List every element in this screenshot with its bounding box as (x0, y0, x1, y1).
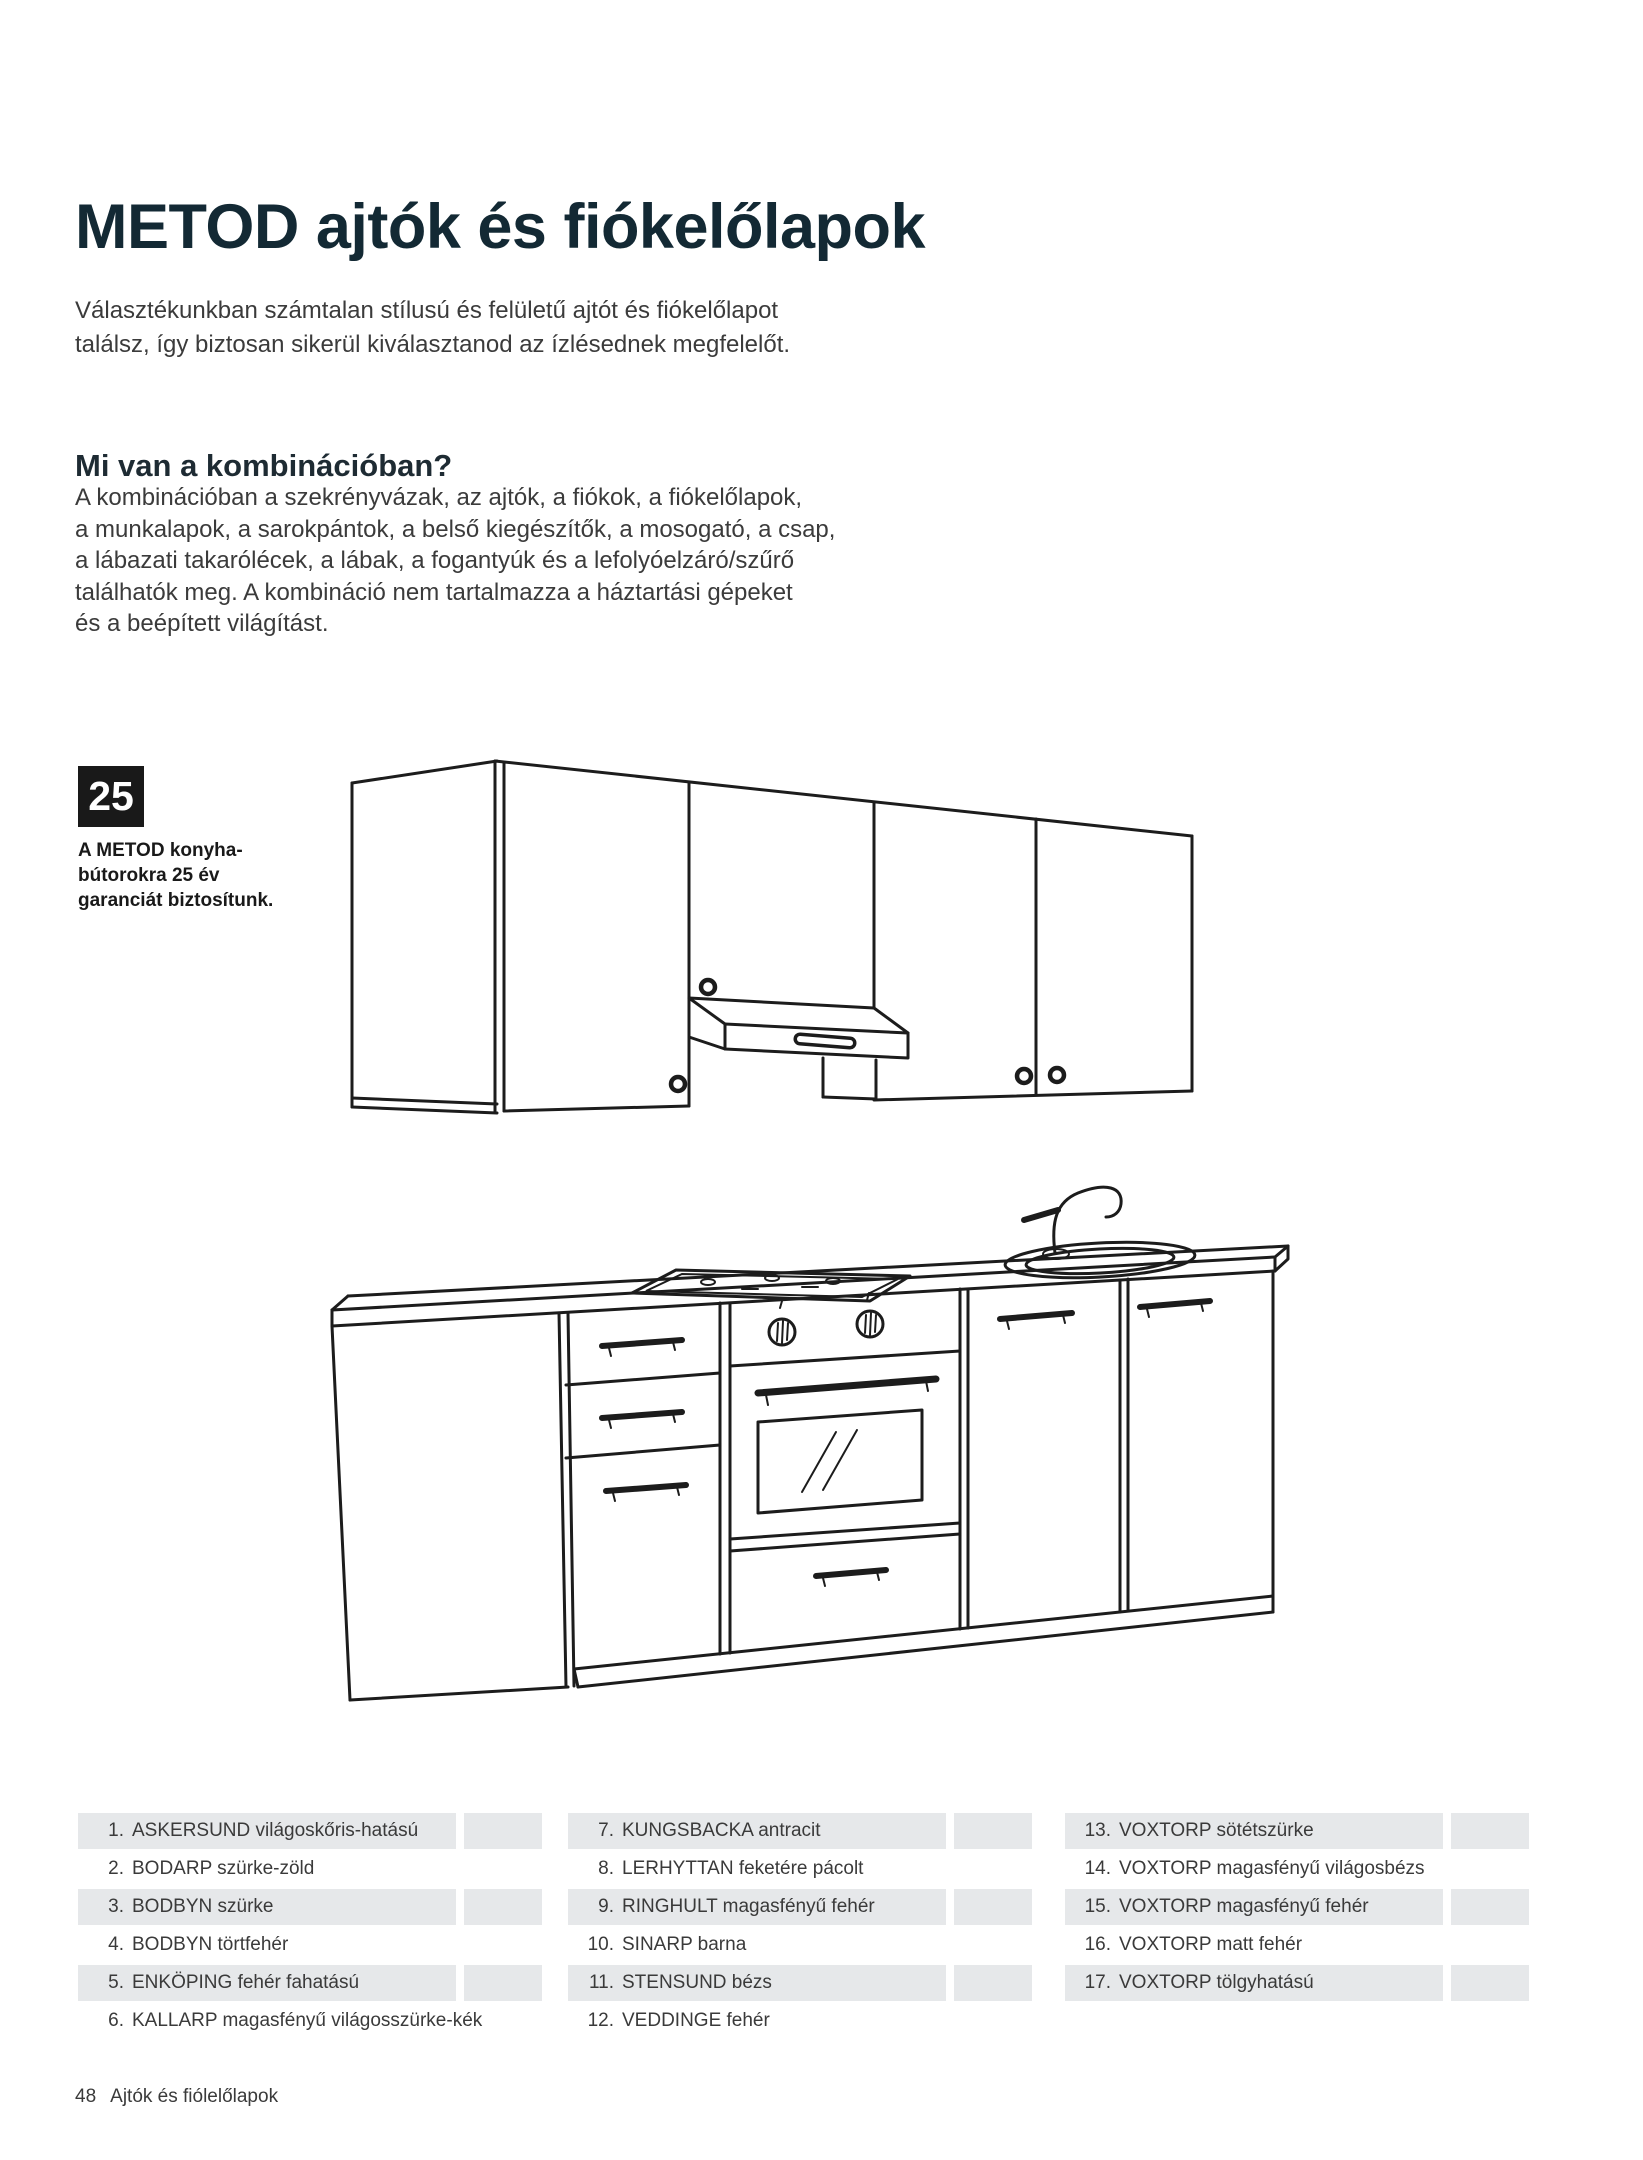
finish-list-item (78, 1851, 543, 1887)
finish-item-swatch (464, 2003, 542, 2039)
finish-item-swatch (464, 1927, 542, 1963)
finish-item-label: BODBYN törtfehér (132, 1934, 289, 1955)
finish-item-bar (568, 1851, 946, 1887)
finish-list-item (1065, 1927, 1530, 1963)
finish-item-bar (78, 1889, 456, 1925)
finish-item-swatch (464, 1965, 542, 2001)
finish-list-item (78, 1889, 543, 1925)
finish-item-number: 8. (598, 1858, 614, 1879)
text-line: Választékunkban számtalan stílusú és felületű ajtót és fiókelőlapot (75, 297, 779, 324)
finish-list-column (78, 1813, 543, 2041)
page-footer (75, 2086, 278, 2108)
finish-item-swatch (464, 1851, 542, 1887)
finish-list-item (78, 2003, 543, 2039)
finish-item-label: KUNGSBACKA antracit (622, 1820, 821, 1841)
finish-item-swatch (954, 1813, 1032, 1849)
finish-item-number: 12. (587, 2010, 614, 2031)
finish-item-swatch (954, 1889, 1032, 1925)
finish-item-swatch (1451, 1889, 1529, 1925)
finish-list-item (78, 1965, 543, 2001)
finish-list-item (1065, 1813, 1530, 1849)
finish-list-item (1065, 1965, 1530, 2001)
finish-item-swatch (1451, 1813, 1529, 1849)
finish-item-bar (568, 1965, 946, 2001)
text-line: a lábazati takarólécek, a lábak, a fogantyúk és a lefolyóelzáró/szűrő (75, 547, 795, 574)
finish-list-item (568, 1813, 1033, 1849)
finish-item-label: VOXTORP magasfényű világosbézs (1119, 1858, 1425, 1879)
finish-item-number: 11. (588, 1972, 614, 1993)
finish-item-swatch (954, 2003, 1032, 2039)
finish-item-bar (78, 1965, 456, 2001)
finish-item-bar (1065, 1889, 1443, 1925)
text-line: garanciát biztosítunk. (78, 890, 274, 911)
finish-item-label: BODBYN szürke (132, 1896, 274, 1917)
finish-item-label: ASKERSUND világoskőris-hatású (132, 1820, 419, 1841)
finish-item-label: VEDDINGE fehér (622, 2010, 770, 2031)
finish-item-label: VOXTORP tölgyhatású (1119, 1972, 1314, 1993)
finish-item-label: LERHYTTAN feketére pácolt (622, 1858, 864, 1879)
finish-item-number: 15. (1084, 1896, 1111, 1917)
finish-item-bar (1065, 1813, 1443, 1849)
section-paragraph (75, 482, 835, 640)
finish-list-item (568, 1851, 1033, 1887)
finish-item-bar (78, 1851, 456, 1887)
finish-item-swatch (954, 1851, 1032, 1887)
intro-paragraph (75, 294, 790, 362)
finish-list-column (568, 1813, 1033, 2041)
finish-item-bar (1065, 1965, 1443, 2001)
page-title: METOD ajtók és fiókelőlapok (75, 192, 926, 263)
finish-list-item (568, 1927, 1033, 1963)
finish-item-bar (78, 2003, 483, 2039)
finish-item-number: 9. (598, 1896, 614, 1917)
finish-item-bar (568, 1889, 946, 1925)
finish-item-label: VOXTORP sötétszürke (1119, 1820, 1314, 1841)
finish-item-bar (568, 2003, 946, 2039)
finish-list (78, 1813, 1538, 2043)
section-heading: Mi van a kombinációban? (75, 447, 453, 483)
finish-item-label: VOXTORP matt fehér (1119, 1934, 1303, 1955)
wall-cabinets-illustration (330, 740, 1210, 1130)
finish-list-item (1065, 1889, 1530, 1925)
text-line: a munkalapok, a sarokpántok, a belső kiegészítők, a mosogató, a csap, (75, 515, 836, 543)
finish-item-bar (78, 1927, 456, 1963)
finish-item-swatch (1451, 1965, 1529, 2001)
finish-item-swatch (1451, 1927, 1529, 1963)
text-line: és a beépített világítást. (75, 610, 329, 637)
finish-list-item (568, 1889, 1033, 1925)
guarantee-badge: 25 (78, 766, 144, 827)
finish-list-column (1065, 1813, 1530, 2003)
finish-item-bar (568, 1813, 946, 1849)
text-line: találsz, így biztosan sikerül kiválasztanod az ízlésednek megfelelőt. (75, 331, 791, 358)
text-line: A METOD konyha- (78, 840, 243, 861)
finish-item-swatch (464, 1889, 542, 1925)
text-line: találhatók meg. A kombináció nem tartalmazza a háztartási gépeket (75, 578, 793, 606)
finish-item-number: 6. (108, 2010, 124, 2031)
finish-item-label: VOXTORP magasfényű fehér (1119, 1896, 1369, 1917)
finish-item-swatch (954, 1965, 1032, 2001)
finish-list-item (568, 2003, 1033, 2039)
finish-item-number: 10. (587, 1934, 614, 1955)
finish-list-item (78, 1813, 543, 1849)
finish-item-swatch (954, 1927, 1032, 1963)
text-line: bútorokra 25 év (78, 865, 220, 886)
finish-item-number: 2. (108, 1858, 124, 1879)
finish-item-bar (1065, 1927, 1443, 1963)
finish-item-number: 16. (1084, 1934, 1111, 1955)
finish-item-label: STENSUND bézs (622, 1972, 772, 1993)
finish-item-number: 13. (1084, 1820, 1111, 1841)
finish-item-number: 17. (1084, 1972, 1111, 1993)
finish-list-item (568, 1965, 1033, 2001)
finish-item-number: 7. (598, 1820, 614, 1841)
finish-item-label: RINGHULT magasfényű fehér (622, 1896, 875, 1917)
finish-item-number: 5. (108, 1972, 124, 1993)
finish-item-bar (568, 1927, 946, 1963)
finish-list-item (1065, 1851, 1530, 1887)
guarantee-text (78, 838, 273, 913)
finish-item-number: 1. (108, 1820, 124, 1841)
footer-label: Ajtók és fiólelőlapok (110, 2086, 279, 2107)
base-cabinets-illustration (310, 1160, 1300, 1720)
finish-list-item (78, 1927, 543, 1963)
finish-item-label: KALLARP magasfényű világosszürke-kék (132, 2010, 483, 2031)
finish-item-label: SINARP barna (622, 1934, 747, 1955)
finish-item-swatch (1451, 1851, 1529, 1887)
finish-item-bar (1065, 1851, 1443, 1887)
finish-item-bar (78, 1813, 456, 1849)
text-line: A kombinációban a szekrényvázak, az ajtók, a fiókok, a fiókelőlapok, (75, 484, 803, 511)
finish-item-label: BODARP szürke-zöld (132, 1858, 315, 1879)
finish-item-number: 3. (108, 1896, 124, 1917)
finish-item-number: 14. (1084, 1858, 1111, 1879)
finish-item-label: ENKÖPING fehér fahatású (132, 1972, 360, 1993)
finish-item-number: 4. (108, 1934, 124, 1955)
page-number: 48 (75, 2086, 97, 2107)
finish-item-swatch (464, 1813, 542, 1849)
